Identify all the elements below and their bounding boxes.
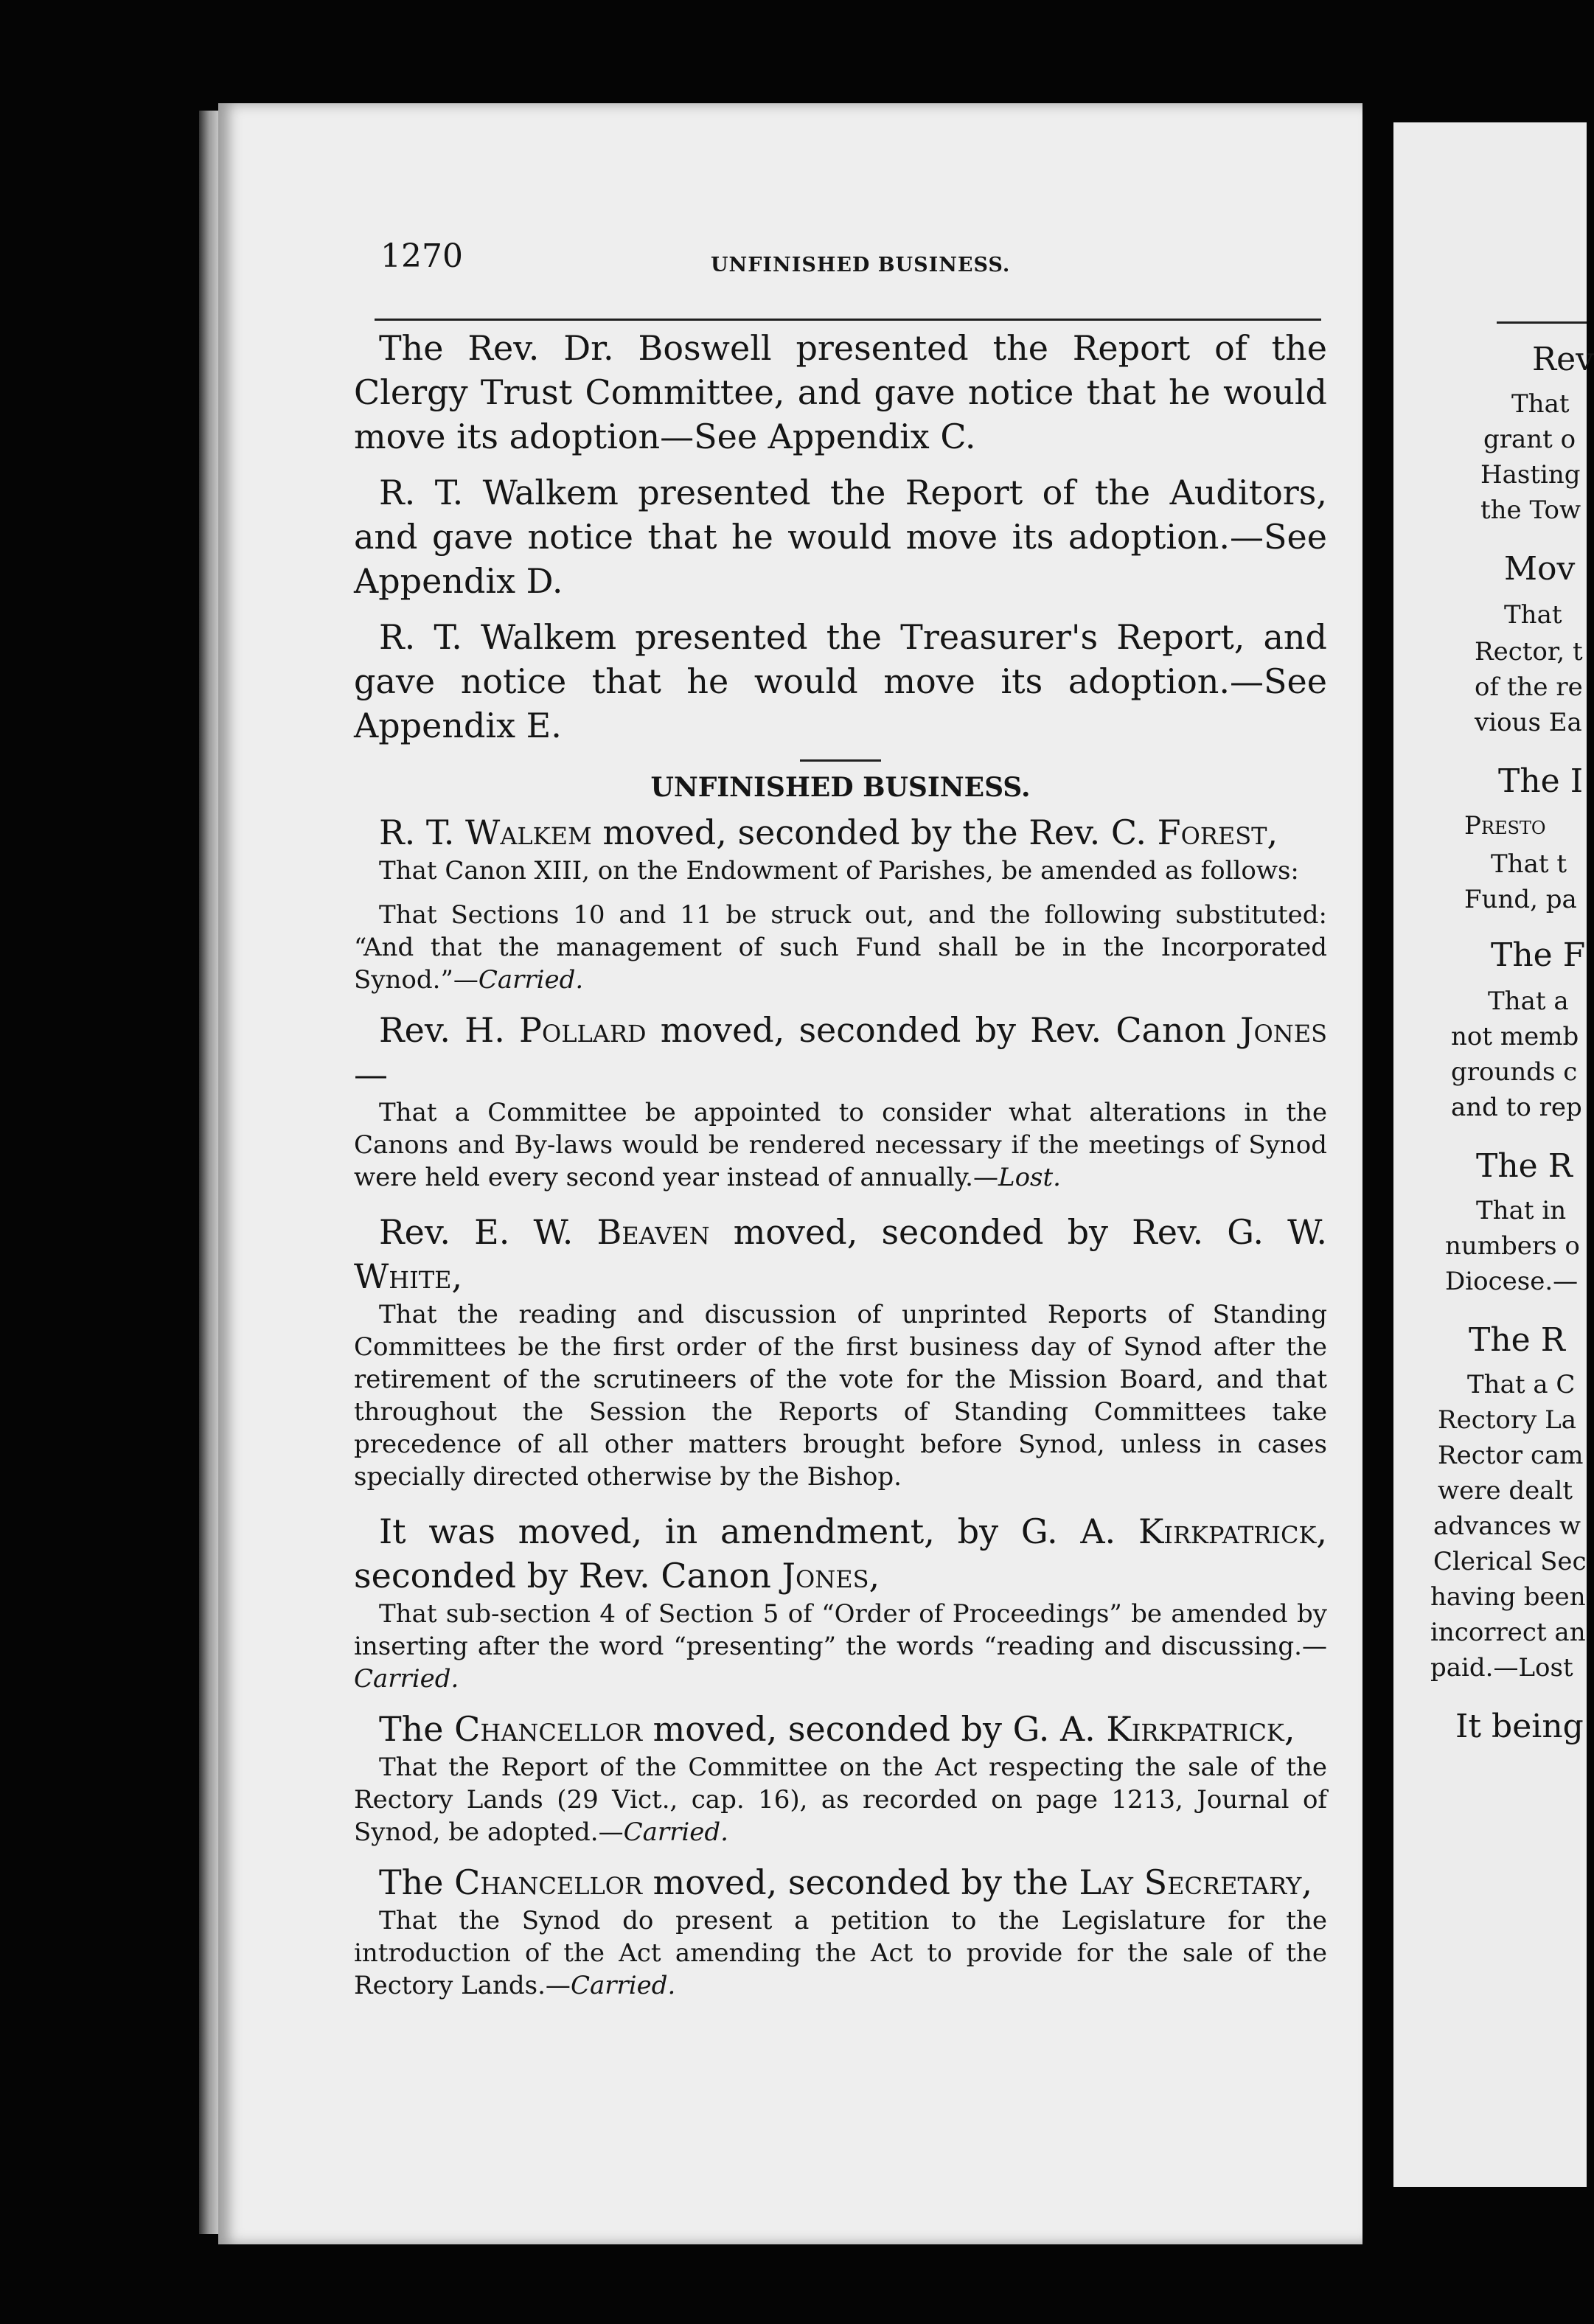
motion-suffix: ,	[1301, 1862, 1313, 1902]
motion-result: Carried.	[570, 1971, 676, 2000]
facing-line: vious Ea	[1475, 708, 1582, 737]
motion-body: That the reading and discussion of unprinted Reports of Standing Committees be the first order of the first business day of Synod after the retirement of the scrutineers of the vote for the Mission Board, and that throughout the Session the Reports of Standing Committees take precedence of all other matters brought before Synod, unless in cases specially directed otherwise by the Bishop.	[354, 1300, 1327, 1492]
motion-result: Carried.	[623, 1817, 728, 1847]
facing-line: That t	[1491, 849, 1567, 879]
facing-line: Rectory La	[1438, 1405, 1577, 1435]
motion-line	[354, 1509, 1327, 1598]
motion-text	[354, 899, 1327, 996]
facing-page-rule	[1497, 321, 1587, 324]
facing-line: grounds c	[1451, 1057, 1578, 1087]
facing-line: Hasting	[1480, 460, 1581, 490]
intro-paragraph: R. T. Walkem presented the Treasurer's Report, and gave notice that he would move its adoption.—See Appendix E.	[354, 617, 1327, 745]
facing-line: Rev	[1532, 341, 1594, 378]
motion-body: That the Report of the Committee on the Act respecting the sale of the Rectory Lands (29 Vict., cap. 16), as recorded on page 1213, Journal of Synod, be adopted.—	[354, 1753, 1327, 1847]
facing-line: The R	[1476, 1147, 1573, 1185]
facing-line: The R	[1469, 1321, 1565, 1359]
mover-name: Walkem	[465, 813, 592, 852]
facing-line: That a	[1488, 987, 1569, 1016]
motion-text	[354, 1096, 1327, 1194]
page-header	[380, 237, 1324, 282]
motion-text	[354, 1298, 1327, 1493]
motion-line	[354, 1707, 1327, 1751]
motion-body: That Sections 10 and 11 be struck out, and the following substituted: “And that the management of such Fund shall be in the Incorporated Synod.”—	[354, 900, 1327, 995]
mover-name: Kirkpatrick	[1138, 1511, 1317, 1551]
facing-line: That a C	[1467, 1370, 1576, 1399]
seconder-name: Jones	[782, 1556, 869, 1596]
motion-mid: moved, seconded by G. A.	[642, 1709, 1107, 1749]
header-rule	[375, 319, 1321, 321]
section-rule	[800, 759, 881, 762]
facing-line: Rector cam	[1438, 1441, 1584, 1470]
facing-line: numbers o	[1445, 1231, 1580, 1261]
motion-mid: moved, seconded by Rev. G. W.	[709, 1212, 1328, 1252]
facing-line: having been	[1430, 1582, 1586, 1612]
facing-line: That	[1511, 389, 1570, 419]
page-number: 1270	[380, 237, 463, 275]
motion-suffix: ,	[451, 1256, 463, 1296]
facing-line: Fund, pa	[1464, 885, 1577, 914]
motion-line	[354, 810, 1327, 855]
motion-result: Carried.	[354, 1664, 459, 1694]
section-heading: UNFINISHED BUSINESS.	[650, 772, 1031, 803]
motion-text	[354, 1598, 1327, 1695]
motion-mid: moved, seconded by Rev. Canon	[646, 1010, 1241, 1050]
motion-suffix: ,	[1267, 813, 1278, 852]
mover-prefix: Rev. H.	[379, 1010, 520, 1050]
facing-line: of the re	[1475, 672, 1583, 702]
motion-text: That Canon XIII, on the Endowment of Parishes, be amended as follows:	[379, 856, 1299, 886]
seconder-name: Jones	[1240, 1010, 1327, 1050]
motion-suffix: ,	[1284, 1709, 1295, 1749]
facing-line: Clerical Sec	[1433, 1547, 1587, 1576]
facing-line: were dealt	[1438, 1476, 1573, 1506]
facing-line: Presto	[1464, 811, 1546, 841]
mover-prefix: The	[379, 1862, 455, 1902]
motion-text	[354, 1904, 1327, 2002]
motion-mid: , seconded by Rev. Canon	[354, 1511, 1327, 1596]
motion-body: That a Committee be appointed to consider what alterations in the Canons and By-laws would be rendered necessary if the meetings of Synod were held every second year instead of annually.—	[354, 1098, 1327, 1192]
motion-result: Carried.	[478, 965, 584, 995]
motion-body: That the Synod do present a petition to the Legislature for the introduction of the Act amending the Act to provide for the sale of the Rectory Lands.—	[354, 1906, 1327, 2000]
running-head: UNFINISHED BUSINESS.	[711, 254, 1011, 276]
facing-line: Diocese.—	[1445, 1267, 1579, 1296]
motion-line	[354, 1210, 1327, 1298]
motion-result: Lost.	[998, 1163, 1061, 1192]
facing-line: It being	[1455, 1708, 1584, 1745]
facing-line: The F	[1491, 936, 1586, 974]
mover-name: Pollard	[519, 1010, 647, 1050]
facing-page	[1393, 122, 1594, 2187]
motion-mid: moved, seconded by the	[642, 1862, 1079, 1902]
facing-line: incorrect an	[1430, 1618, 1586, 1647]
facing-line: Mov	[1504, 550, 1576, 588]
mover-prefix: Rev. E. W.	[379, 1212, 597, 1252]
mover-prefix: The	[379, 1709, 455, 1749]
motion-suffix: ,	[869, 1556, 880, 1596]
facing-line: The I	[1498, 762, 1584, 800]
mover-name: Beaven	[596, 1212, 710, 1252]
facing-line: the Tow	[1480, 495, 1581, 525]
facing-line: advances w	[1433, 1511, 1581, 1541]
facing-line: paid.—Lost	[1430, 1653, 1573, 1683]
mover-name: Chancellor	[454, 1862, 643, 1902]
seconder-name: Forest	[1157, 813, 1267, 852]
seconder-name: Kirkpatrick	[1106, 1709, 1284, 1749]
motion-suffix: —	[354, 1054, 388, 1094]
intro-paragraph: The Rev. Dr. Boswell presented the Report of the Clergy Trust Committee, and gave notice that he would move its adoption—See Appendix C.	[354, 328, 1327, 456]
facing-line: and to rep	[1451, 1093, 1582, 1122]
facing-line: grant o	[1483, 425, 1576, 454]
intro-paragraph: R. T. Walkem presented the Report of the Auditors, and gave notice that he would move its adoption.—See Appendix D.	[354, 473, 1327, 601]
motion-mid: moved, seconded by the Rev. C.	[591, 813, 1158, 852]
motion-line	[354, 1860, 1327, 1904]
motion-body: That sub-section 4 of Section 5 of “Order of Proceedings” be amended by inserting after the word “presenting” the words “reading and discussing.—	[354, 1599, 1327, 1661]
mover-prefix: R. T.	[379, 813, 466, 852]
facing-line: That in	[1476, 1196, 1567, 1225]
facing-line: Rector, t	[1475, 637, 1583, 667]
motion-text	[354, 1751, 1327, 1848]
facing-line: That	[1504, 600, 1562, 630]
seconder-name: White	[354, 1256, 452, 1296]
motion-line	[354, 1008, 1327, 1096]
seconder-name: Lay Secretary	[1079, 1862, 1302, 1902]
facing-line: not memb	[1451, 1022, 1579, 1051]
mover-name: Chancellor	[454, 1709, 643, 1749]
page-body	[354, 321, 1327, 2002]
mover-prefix: It was moved, in amendment, by G. A.	[379, 1511, 1138, 1551]
